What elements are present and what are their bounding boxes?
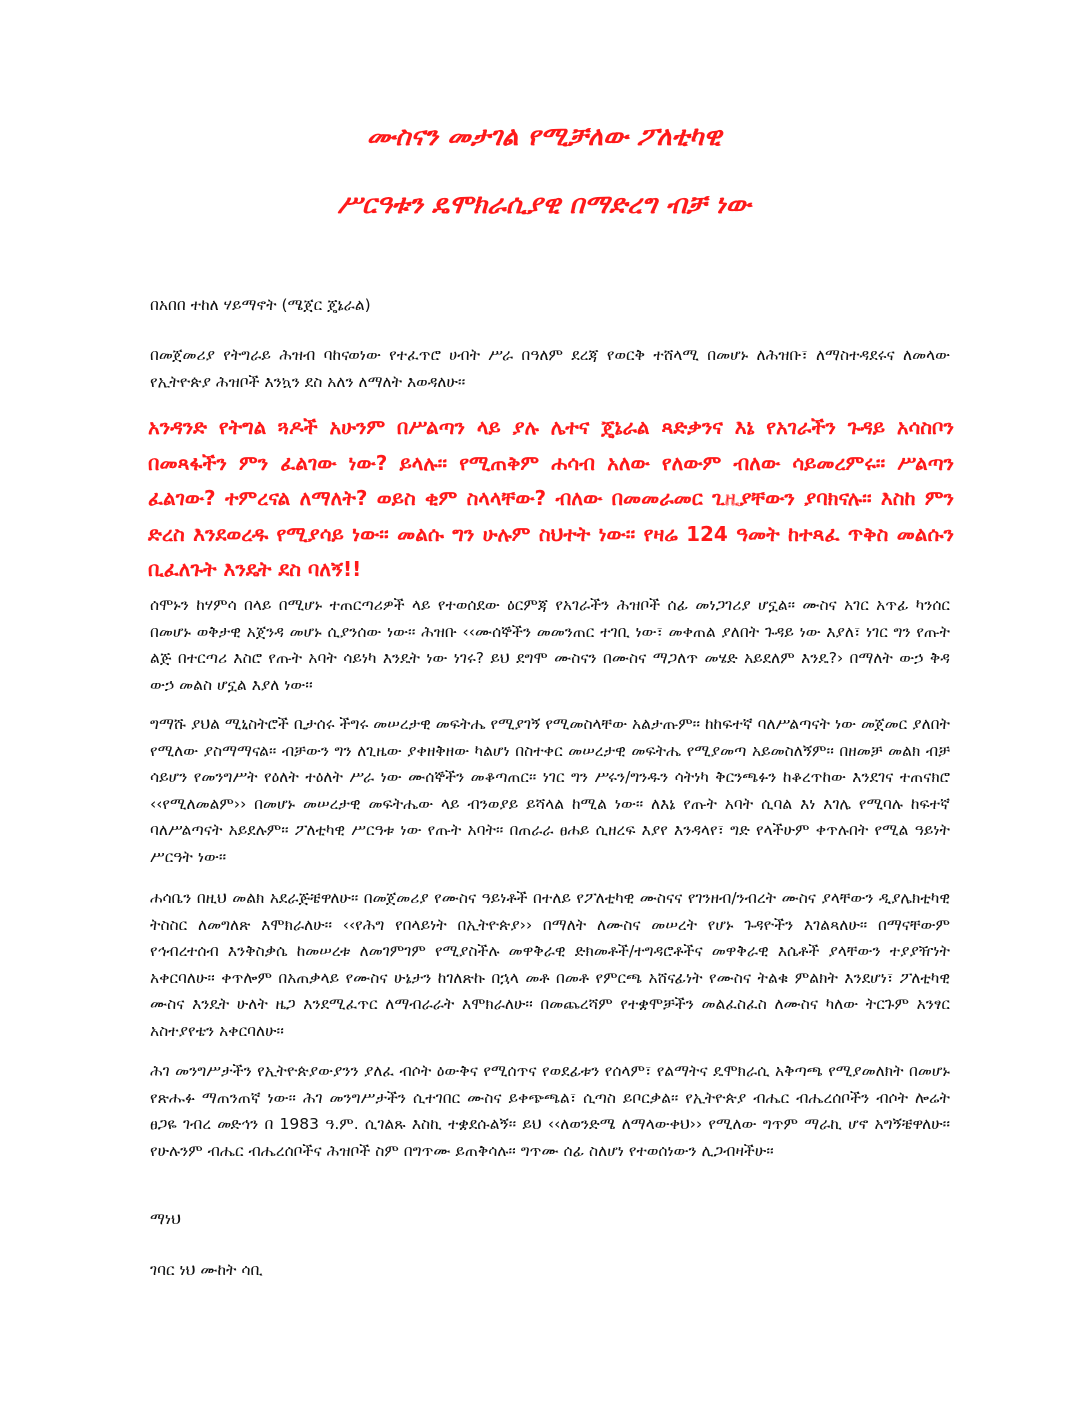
body-paragraph-3: ሐሳቤን በዚህ መልክ አደራጅቼዋለሁ፡፡ በመጀመሪያ የሙስና ዓይነቶች በተለይ የፖለቲካዊ ሙስናና የገንዘብ/ንብረት ሙስና ያላቸውን ዲያሌክቲካዊ ትስስር ለመግለጽ እሞክራለሁ፡፡ ‹‹የሕግ የበላይነት በኢትዮጵያ›› በማለት ለሙስና መሠረት የሆኑ ጉዳዮችን እገልጻለሁ፡፡ በማናቸውም የኅብረተሰብ እንቅስቃሴ ከመሠረቱ ለመገምገም የሚያስችሉ መዋቅራዊ ድክመቶች/ተግዳሮቶችና መዋቅራዊ እሴቶች ያላቸውን ተያያዥነት አቀርባለሁ፡፡ ቀጥሎም በአጠቃላይ የሙስና ሁኔታን ከገለጽኩ በኋላ መቶ በመቶ የምርጫ አሸናፊነት የሙስና ትልቁ ምልክት እንደሆነ፣ ፖለቲካዊ ሙስና እንዴት ሁለት ዜጋ እንደሚፈጥር ለማብራራት እሞክራለሁ፡፡ በመጨረሻም የተቋሞቻችን መልፈስፈስ ለሙስና ካለው ትርጉም አንፃር አስተያየቴን አቀርባለሁ፡፡	[150, 889, 950, 1040]
author-byline: በአበበ ተከለ ሃይማኖት (ሜጀር ጄኔራል)	[150, 296, 371, 314]
intro-paragraph: በመጀመሪያ የትግራይ ሕዝብ ባከናወነው የተፈጥሮ ሀብት ሥራ በዓለም ደረጃ የወርቅ ተሸላሚ በመሆኑ ለሕዝቡ፣ ለማስተዳደሩና ለመላው የኢትዮጵያ ሕዝቦች እንኳን ደስ አለን ለማለት እወዳለሁ፡፡	[150, 346, 950, 391]
poem-line-1: ማነህ	[150, 1210, 181, 1228]
poem-line-2: ገባር ነህ ሙከት ሳቢ	[150, 1261, 263, 1279]
title-line-1: ሙስናን መታገል የሚቻለው ፖለቲካዊ	[366, 122, 722, 152]
body-paragraph-1: ሰሞኑን ከሃምሳ በላይ በሚሆኑ ተጠርጣሪዎች ላይ የተወሰደው ዕርምጃ የአገራችን ሕዝቦች ሰፊ መነጋገሪያ ሆኗል፡፡ ሙስና አገር አጥፊ ካንሰር በመሆኑ ወቅታዊ አጀንዳ መሆኑ ሲያንሰው ነው፡፡ ሕዝቡ ‹‹ሙሰኞችን መመንጠር ተገቢ ነው፣ መቀጠል ያለበት ጉዳይ ነው እያለ፣ ነገር ግን የጡት ልጅ በተርጣሪ እስሮ የጡት አባት ሳይነካ እንዴት ነው ነገሩ? ይህ ደግሞ ሙስናን በሙስና ማጋለጥ መሄድ አይደለም እንዴ?› በማለት ውኃ ቅዳ ውኃ መልስ ሆኗል እያለ ነው፡፡	[150, 596, 950, 694]
highlighted-quote: አንዳንድ የትግል ጓዶች አሁንም በሥልጣን ላይ ያሉ ሌተና ጄኔራል ጻድቃንና እኔ የአገራችን ጉዳይ አሳስቦን በመጻፋችን ምን ፈልገው ነው? ይላሉ፡፡ የሚጠቅም ሐሳብ አለው የለውም ብለው ሳይመረምሩ፡፡ ሥልጣን ፈልገው? ተምረናል ለማለት? ወይስ ቂም ስላላቸው? ብለው በመመራመር ጊዚያቸውን ያባክናሉ፡፡ እስከ ምን ድረስ እንደወረዱ የሚያሳይ ነው፡፡ መልሱ ግን ሁሉም ስህተት ነው፡፡ የዛሬ 124 ዓመት ከተጻፈ ጥቅስ መልሱን ቢፈለጉት እንዴት ደስ ባለኝ!!	[148, 415, 954, 581]
body-paragraph-2: ግማሹ ያህል ሚኒስትሮች ቢታሰሩ ችግሩ መሠረታዊ መፍትሔ የሚያገኝ የሚመስላቸው አልታጡም፡፡ ከከፍተኛ ባለሥልጣናት ነው መጀመር ያለበት የሚለው ያስማማናል፡፡ ብቻውን ግን ለጊዜው ያቀዘቅዘው ካልሆነ በስተቀር መሠረታዊ መፍትሔ የሚያመጣ አይመስለኝም፡፡ በዘመቻ መልክ ብቻ ሳይሆን የመንግሥት የዕለት ተዕለት ሥራ ነው ሙሰኞችን መቆጣጠር፡፡ ነገር ግን ሥሩን/ግንዱን ሳትነካ ቅርንጫፉን ከቆረጥከው እንደገና ተጠናክሮ ‹‹የሚለመልም›› በመሆኑ መሠረታዊ መፍትሔው ላይ ብንወያይ ይሻላል ከሚል ነው፡፡ ለእኔ የጡት አባት ሲባል እነ እገሌ የሚባሉ ከፍተኛ ባለሥልጣናት አይደሉም፡፡ ፖለቲካዊ ሥርዓቱ ነው የጡት አባት፡፡ በጠራራ ፀሐይ ሲዘረፍ እያየ እንዳላየ፣ ግድ የላችሁም ቀጥሉበት የሚል ዓይነት ሥርዓት ነው፡፡	[150, 715, 950, 866]
title-line-2: ሥርዓቱን ዴሞክራሲያዊ በማድረግ ብቻ ነው	[337, 190, 751, 220]
body-paragraph-4: ሕገ መንግሥታችን የኢትዮጵያውያንን ያለፈ ብሶት ዕውቅና የሚሰጥና የወደፊቱን የሰላም፣ የልማትና ዴሞክራሲ አቅጣጫ የሚያመለክት በመሆኑ የጽሑፉ ማጠንጠኛ ነው፡፡ ሕገ መንግሥታችን ሲተገበር ሙስና ይቀጭጫል፣ ሲጣስ ይቦርቃል፡፡ የኢትዮጵያ ብሔር ብሔረሰቦችን ብሶት ሎሬት ፀጋዬ ገብረ መድኅን በ 1983 ዓ.ም. ሲገልጹ እስኪ ተቋደሱልኝ፡፡ ይህ ‹‹ለወንድሜ ለማላውቀህ›› የሚለው ግጥም ማራኪ ሆኖ አግኝቼዋለሁ፡፡ የሁሉንም ብሔር ብሔረሰቦችና ሕዝቦች ስም በግጥሙ ይጠቅሳሉ፡፡ ግጥሙ ሰፊ ስለሆነ የተወሰነውን ሊጋብዛችሁ፡፡	[150, 1062, 950, 1160]
